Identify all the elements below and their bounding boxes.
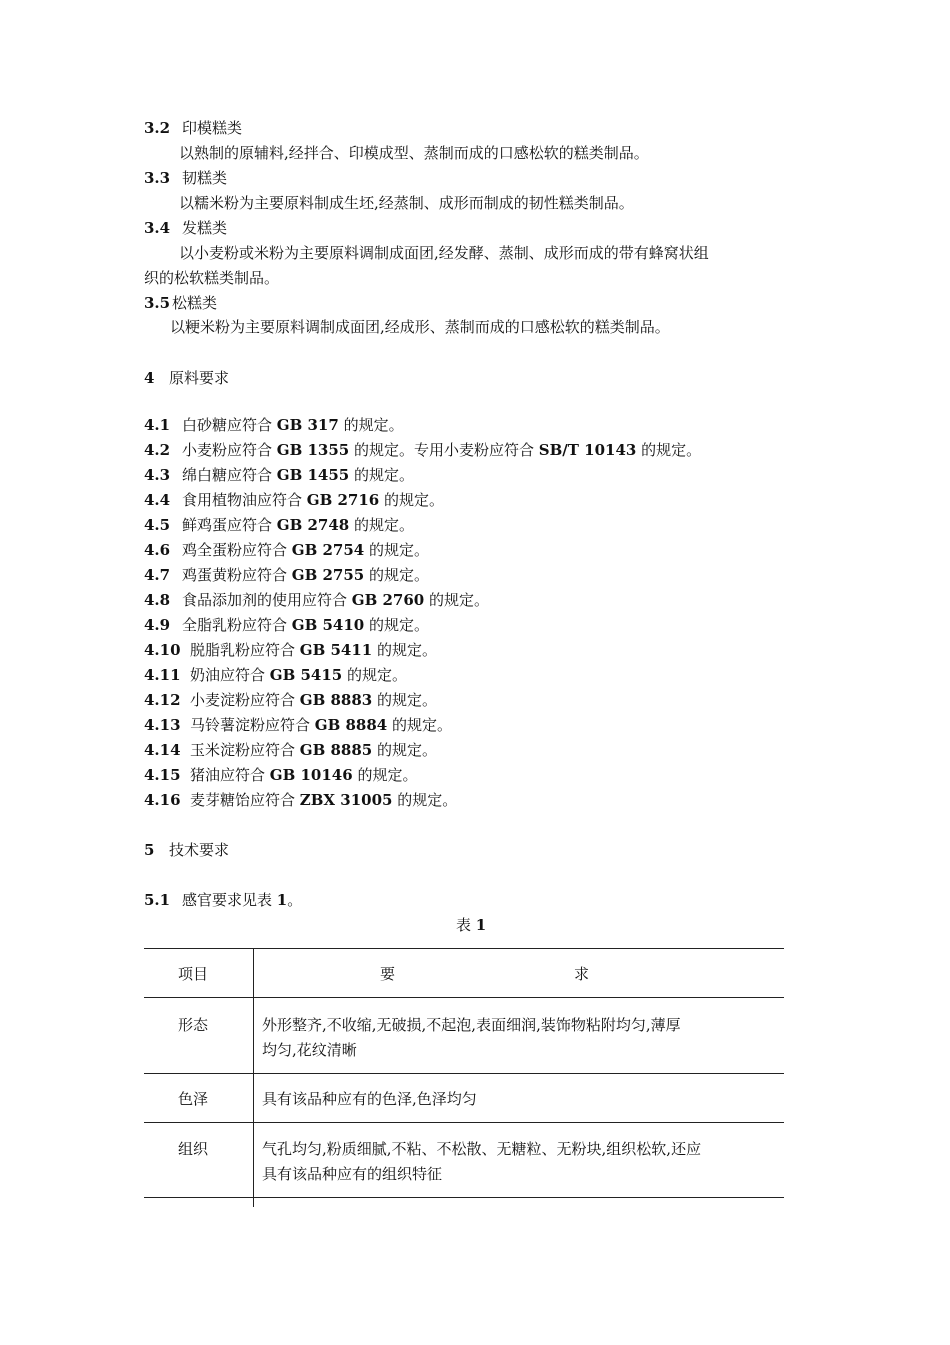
table-row-requirement: 具有该品种应有的组织特征 xyxy=(262,1165,443,1183)
table-row-requirement: 均匀,花纹清晰 xyxy=(262,1041,357,1059)
paragraph-3-3: 以糯米粉为主要原料制成生坯,经蒸制、成形而制成的韧性糕类制品。 xyxy=(179,194,634,212)
paragraph-3-4-line-2: 织的松软糕类制品。 xyxy=(144,269,280,287)
table-rule xyxy=(144,997,784,998)
list-item: 4.8 食品添加剂的使用应符合 GB 2760 的规定。 xyxy=(144,591,490,609)
heading-3-4: 3.4 发糕类 xyxy=(144,219,228,237)
list-item: 4.11 奶油应符合 GB 5415 的规定。 xyxy=(144,666,408,684)
table-header-requirement-2: 求 xyxy=(574,965,590,983)
table-row-item: 色泽 xyxy=(178,1090,209,1108)
list-item: 4.14 玉米淀粉应符合 GB 8885 的规定。 xyxy=(144,741,438,759)
list-item: 4.1 白砂糖应符合 GB 317 的规定。 xyxy=(144,416,404,434)
table-header-item: 项目 xyxy=(178,965,209,983)
list-item: 4.5 鲜鸡蛋应符合 GB 2748 的规定。 xyxy=(144,516,415,534)
table-rule xyxy=(144,948,784,949)
heading-3-5: 3.5 松糕类 xyxy=(144,294,218,312)
list-item: 4.2 小麦粉应符合 GB 1355 的规定。专用小麦粉应符合 SB/T 10143 的规定。 xyxy=(144,441,702,459)
table-header-requirement-1: 要 xyxy=(380,965,396,983)
table-rule xyxy=(144,1197,784,1198)
list-item: 4.10 脱脂乳粉应符合 GB 5411 的规定。 xyxy=(144,641,438,659)
section-4-heading: 4 原料要求 xyxy=(144,369,230,387)
table-column-divider xyxy=(253,948,254,1207)
list-item: 4.6 鸡全蛋粉应符合 GB 2754 的规定。 xyxy=(144,541,430,559)
list-item: 4.9 全脂乳粉应符合 GB 5410 的规定。 xyxy=(144,616,430,634)
section-5-heading: 5 技术要求 xyxy=(144,841,230,859)
table-row-item: 形态 xyxy=(178,1016,209,1034)
paragraph-3-5: 以粳米粉为主要原料调制成面团,经成形、蒸制而成的口感松软的糕类制品。 xyxy=(170,318,670,336)
table-row-requirement: 具有该品种应有的色泽,色泽均匀 xyxy=(262,1090,477,1108)
table-caption: 表 1 xyxy=(456,916,487,934)
table-row-requirement: 外形整齐,不收缩,无破损,不起泡,表面细润,装饰物粘附均匀,薄厚 xyxy=(262,1016,681,1034)
table-row-requirement: 气孔均匀,粉质细腻,不粘、不松散、无糖粒、无粉块,组织松软,还应 xyxy=(262,1140,702,1158)
list-item: 4.3 绵白糖应符合 GB 1455 的规定。 xyxy=(144,466,415,484)
list-item: 4.16 麦芽糖饴应符合 ZBX 31005 的规定。 xyxy=(144,791,458,809)
table-rule xyxy=(144,1122,784,1123)
table-row-item: 组织 xyxy=(178,1140,209,1158)
list-item: 4.4 食用植物油应符合 GB 2716 的规定。 xyxy=(144,491,445,509)
list-item: 4.15 猪油应符合 GB 10146 的规定。 xyxy=(144,766,418,784)
list-item: 4.13 马铃薯淀粉应符合 GB 8884 的规定。 xyxy=(144,716,453,734)
heading-3-2: 3.2 印模糕类 xyxy=(144,119,243,137)
paragraph-3-2: 以熟制的原辅料,经拌合、印模成型、蒸制而成的口感松软的糕类制品。 xyxy=(179,144,649,162)
table-rule xyxy=(144,1073,784,1074)
list-item: 4.12 小麦淀粉应符合 GB 8883 的规定。 xyxy=(144,691,438,709)
heading-3-3: 3.3 韧糕类 xyxy=(144,169,228,187)
list-item: 4.7 鸡蛋黄粉应符合 GB 2755 的规定。 xyxy=(144,566,430,584)
clause-5-1: 5.1 感官要求见表 1。 xyxy=(144,891,303,909)
paragraph-3-4-line-1: 以小麦粉或米粉为主要原料调制成面团,经发酵、蒸制、成形而成的带有蜂窝状组 xyxy=(179,244,709,262)
